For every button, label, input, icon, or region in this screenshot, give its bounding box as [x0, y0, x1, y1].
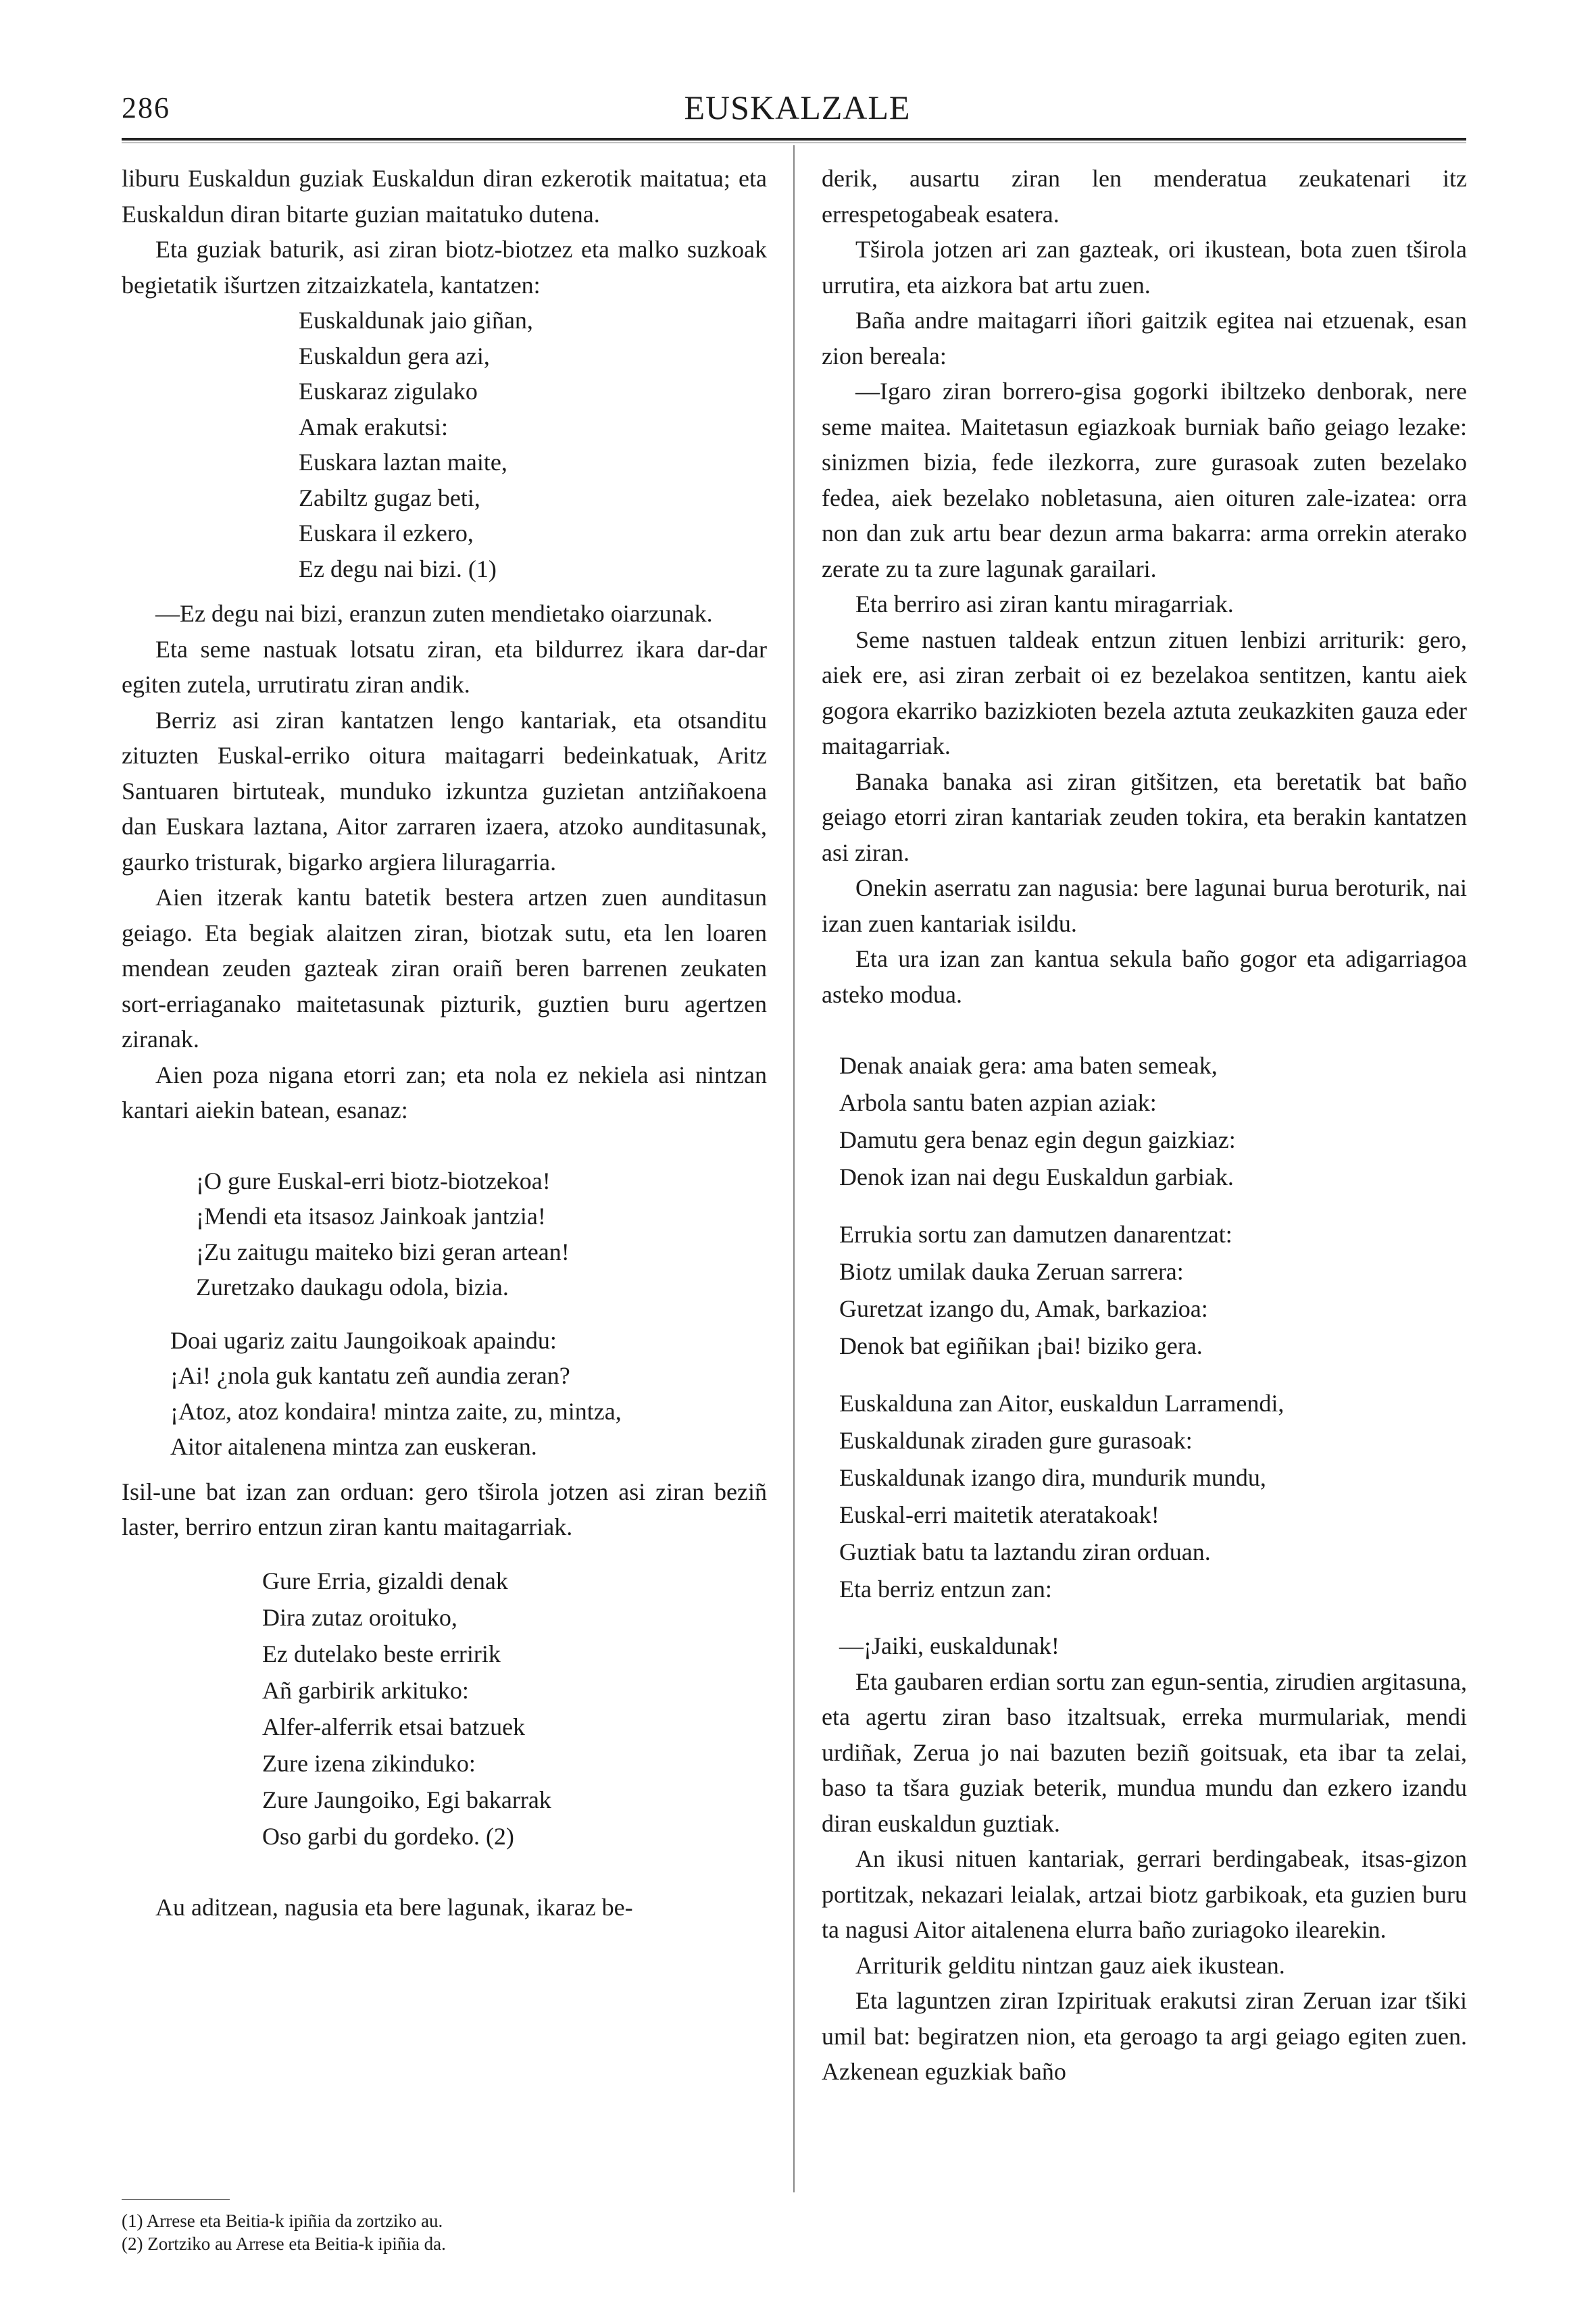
verse-line: Zuretzako daukagu odola, bizia.	[196, 1274, 509, 1301]
verse-line: Zure izena zikinduko:	[262, 1749, 476, 1777]
paragraph: Arriturik gelditu nintzan gauz aiek ikustean.	[855, 1951, 1285, 1979]
paragraph: Onekin aserratu zan nagusia: bere lagunai burua beroturik, nai izan zuen kantariak isildu.	[822, 874, 1467, 937]
verse-stanza	[122, 1323, 767, 1465]
verse-line: Denak anaiak gera: ama baten semeak,	[839, 1052, 1218, 1079]
verse-line: Euskaldunak ziraden gure gurasoak:	[839, 1427, 1193, 1454]
verse-line: Añ garbirik arkituko:	[262, 1676, 469, 1704]
verse-line: Zure Jaungoiko, Egi bakarrak	[262, 1786, 551, 1813]
paragraph: Eta guziak baturik, asi ziran biotz-biotzez eta malko suzkoak begietatik išurtzen zitzaizkatela, kantatzen:	[122, 236, 767, 299]
verse-line: Ez degu nai bizi. (1)	[299, 555, 497, 582]
verse-line: Oso garbi du gordeko. (2)	[262, 1822, 514, 1850]
footnote-rule	[122, 2199, 230, 2200]
verse-line: Damutu gera benaz egin degun gaizkiaz:	[839, 1126, 1236, 1153]
verse-line: Euskaraz zigulako	[299, 378, 478, 405]
verse-line: Euskal-erri maitetik ateratakoak!	[839, 1501, 1159, 1528]
paragraph: An ikusi nituen kantariak, gerrari berdingabeak, itsas-gizon portitzak, nekazari leialak, artzai biotz garbikoak, eta guzien buru ta nagusi Aitor aitalenena elurra baño zuriagoko ilearekin.	[822, 1845, 1467, 1943]
verse-line: Gure Erria, gizaldi denak	[262, 1567, 508, 1594]
verse-line: Guztiak batu ta laztandu ziran orduan.	[839, 1538, 1211, 1565]
verse-line: Dira zutaz oroituko,	[262, 1603, 457, 1631]
paragraph: Baña andre maitagarri iñori gaitzik egitea nai etzuenak, esan zion bereala:	[822, 307, 1467, 370]
running-head: EUSKALZALE	[684, 89, 911, 126]
paragraph: Eta laguntzen ziran Izpirituak erakutsi ziran Zeruan izar tšiki umil bat: begiratzen nion, eta geroago ta argi geiago egiten zuen. Azkenean eguzkiak baño	[822, 1987, 1467, 2085]
paragraph: Aien itzerak kantu batetik bestera artzen zuen aunditasun geiago. Eta begiak alaitzen ziran, biotzak sutu, eta len loaren mendean zeuden gazteak ziran oraiñ beren barrenen zeukaten sort-erriaganako maitetasunak pizturik, guztien buru agertzen ziranak.	[122, 884, 767, 1053]
left-column	[122, 161, 767, 1925]
paragraph: derik, ausartu ziran len menderatua zeukatenari itz errespetogabeak esatera.	[822, 165, 1467, 228]
paragraph: Eta ura izan zan kantua sekula baño gogor eta adigarriagoa asteko modua.	[822, 945, 1467, 1008]
verse-stanza	[122, 1163, 767, 1305]
paragraph: —Igaro ziran borrero-gisa gogorki ibiltzeko denborak, nere seme maitea. Maitetasun egiazkoak burniak baño geiago lezake: sinizmen bizia, fede ilezkorra, zure gurasoak zuten bezelako fedea, aiek bezelako nobletasuna, aien oituren zale-izatea: orra non dan zuk artu bear dezun arma bakarra: arma orrekin aterako zerate zu ta zure lagunak garailari.	[822, 378, 1467, 582]
verse-line: Euskaldun gera azi,	[299, 342, 490, 370]
verse-line: Amak erakutsi:	[299, 413, 448, 441]
verse-line: Ez dutelako beste erririk	[262, 1640, 501, 1667]
verse-line: Errukia sortu zan damutzen danarentzat:	[839, 1221, 1232, 1248]
verse-line: ¡Zu zaitugu maiteko bizi geran artean!	[196, 1238, 570, 1265]
paragraph: Eta gaubaren erdian sortu zan egun-sentia, zirudien argitasuna, eta agertu ziran baso itzaltsuak, erreka murmulariak, mendi urdiñak, Zerua jo nai bazuten beziñ goitsuak, eta ibar ta zelai, baso ta tšara guziak beterik, mundua mundu dan ezkero izandu diran euskaldun guztiak.	[822, 1667, 1467, 1837]
verse-line: Euskara laztan maite,	[299, 449, 507, 476]
verse-stanza	[122, 1563, 767, 1855]
verse-stanza	[122, 303, 767, 586]
verse-stanza	[822, 1385, 1467, 1608]
header-rule	[122, 138, 1466, 143]
verse-stanza	[822, 1216, 1467, 1365]
paragraph: Tširola jotzen ari zan gazteak, ori ikustean, bota zuen tširola urrutira, eta aizkora bat artu zuen.	[822, 236, 1467, 299]
paragraph: Eta seme nastuak lotsatu ziran, eta bildurrez ikara dar-dar egiten zutela, urrutiratu ziran andik.	[122, 635, 767, 698]
verse-line: Denok bat egiñikan ¡bai! biziko gera.	[839, 1332, 1203, 1359]
paragraph: Au aditzean, nagusia eta bere lagunak, ikaraz be-	[155, 1893, 633, 1921]
verse-stanza	[822, 1047, 1467, 1196]
verse-line: Zabiltz gugaz beti,	[299, 484, 480, 511]
verse-line: Biotz umilak dauka Zeruan sarrera:	[839, 1258, 1184, 1285]
verse-line: Alfer-alferrik etsai batzuek	[262, 1713, 526, 1740]
verse-line: Arbola santu baten azpian aziak:	[839, 1089, 1157, 1116]
paragraph: Seme nastuen taldeak entzun zituen lenbizi arriturik: gero, aiek ere, asi ziran zerbait oi ez bezelakoa sentitzen, kantu aiek gogora ekarriko bazizkioten bezela aztuta zeukazkiten gauza eder maitagarriak.	[822, 626, 1467, 759]
footnote: (2) Zortziko au Arrese eta Beitia-k ipiñia da.	[122, 2234, 446, 2254]
paragraph: liburu Euskaldun guziak Euskaldun diran ezkerotik maitatua; eta Euskaldun diran bitarte guzian maitatuko dutena.	[122, 165, 767, 228]
footnote: (1) Arrese eta Beitia-k ipiñia da zortziko au.	[122, 2211, 443, 2231]
verse-line: Euskaldunak izango dira, mundurik mundu,	[839, 1464, 1266, 1491]
verse-line: Euskaldunak jaio giñan,	[299, 307, 533, 334]
paragraph: Isil-une bat izan zan orduan: gero tširola jotzen asi ziran beziñ laster, berriro entzun ziran kantu maitagarriak.	[122, 1478, 767, 1540]
paragraph: Eta berriro asi ziran kantu miragarriak.	[855, 590, 1234, 618]
verse-line: ¡Mendi eta itsasoz Jainkoak jantzia!	[196, 1203, 546, 1230]
verse-line: Euskara il ezkero,	[299, 520, 474, 547]
verse-line: Doai ugariz zaitu Jaungoikoak apaindu:	[170, 1326, 557, 1354]
verse-line: Aitor aitalenena mintza zan euskeran.	[170, 1433, 537, 1460]
verse-line: ¡O gure Euskal-erri biotz-biotzekoa!	[196, 1167, 551, 1194]
column-divider	[793, 145, 795, 2192]
footnotes	[122, 2209, 730, 2255]
verse-line: Euskalduna zan Aitor, euskaldun Larramendi,	[839, 1390, 1285, 1417]
verse-line: ¡Ai! ¿nola guk kantatu zeñ aundia zeran?	[170, 1362, 570, 1389]
verse-line: Guretzat izango du, Amak, barkazioa:	[839, 1295, 1208, 1322]
verse-line: Denok izan nai degu Euskaldun garbiak.	[839, 1163, 1234, 1190]
verse-line: ¡Atoz, atoz kondaira! mintza zaite, zu, mintza,	[170, 1397, 622, 1425]
paragraph: Berriz asi ziran kantatzen lengo kantariak, eta otsanditu zituzten Euskal-erriko oitura maitagarri bedeinkatuak, Aritz Santuaren birtuteak, munduko izkuntza guzietan antziñakoena dan Euskara laztana, Aitor zarraren izaera, atzoko aunditasunak, gaurko tristurak, bigarko argiera liluragarria.	[122, 706, 767, 876]
page-number: 286	[122, 91, 170, 124]
right-column	[822, 161, 1467, 2090]
paragraph: —Ez degu nai bizi, eranzun zuten mendietako oiarzunak.	[155, 600, 713, 627]
paragraph: Banaka banaka asi ziran gitšitzen, eta beretatik bat baño geiago etorri ziran kantariak zeuden tokira, eta berakin kantatzen asi ziran.	[822, 768, 1467, 866]
verse-line: Eta berriz entzun zan:	[839, 1576, 1052, 1603]
paragraph: —¡Jaiki, euskaldunak!	[839, 1632, 1059, 1659]
paragraph: Aien poza nigana etorri zan; eta nola ez nekiela asi nintzan kantari aiekin batean, esanaz:	[122, 1061, 767, 1124]
